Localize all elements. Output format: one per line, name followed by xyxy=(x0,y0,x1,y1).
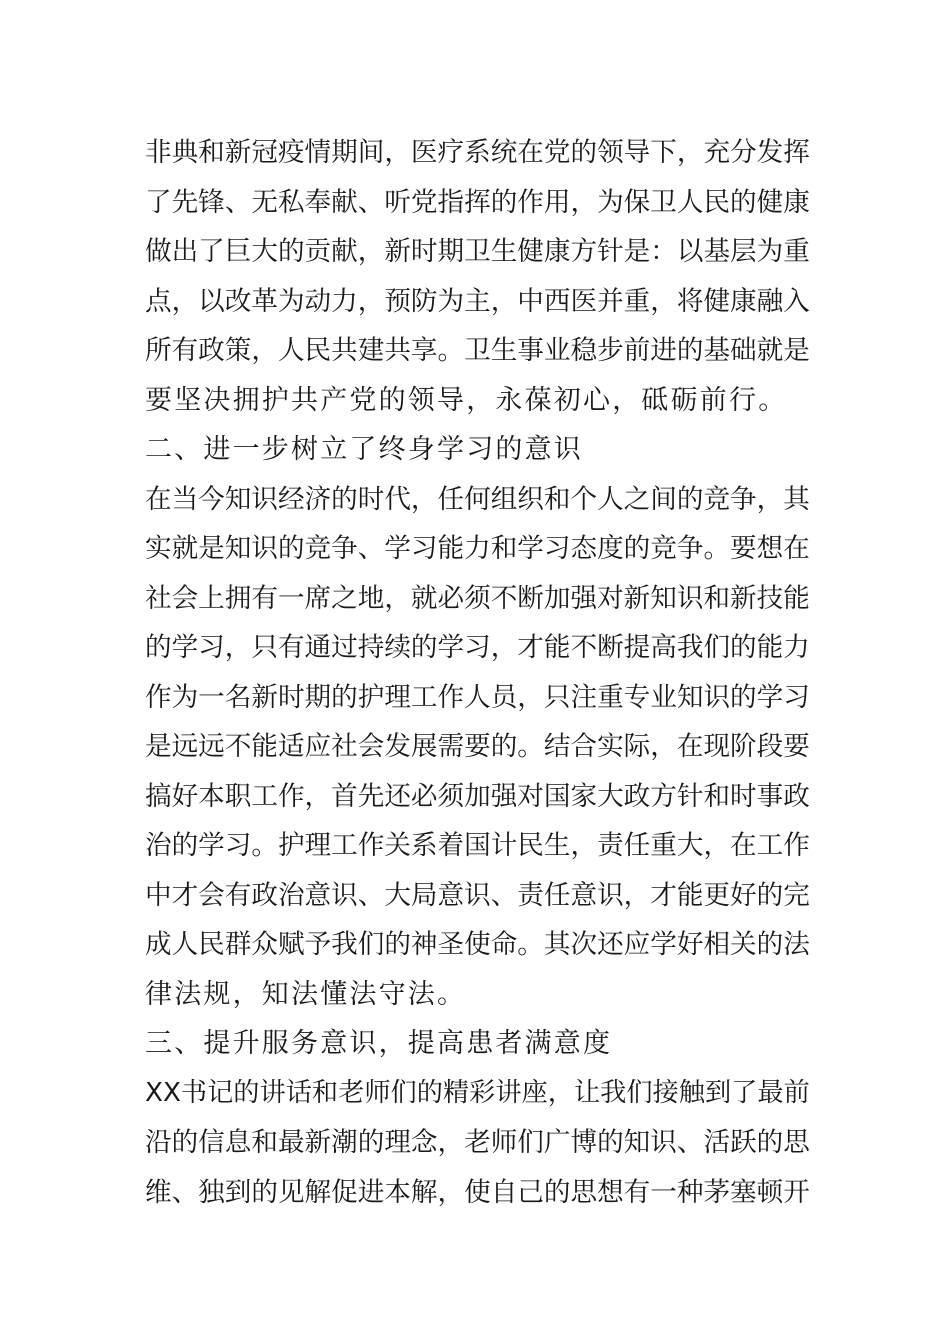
text-line: 实就是知识的竞争、学习能力和学习态度的竞争。要想在 xyxy=(145,533,810,564)
section-heading: 二、进一步树立了终身学习的意识 xyxy=(145,434,583,465)
text-line: 成人民群众赋予我们的神圣使命。其次还应学好相关的法 xyxy=(145,929,810,960)
document-body xyxy=(145,128,810,1217)
text-line: 做出了巨大的贡献，新时期卫生健康方针是：以基层为重 xyxy=(145,236,810,267)
text-line: 维、独到的见解促进本解，使自己的思想有一种茅塞顿开 xyxy=(145,1176,810,1208)
text-line: 律法规，知法懂法守法。 xyxy=(145,978,467,1010)
section-heading: 三、提升服务意识，提高患者满意度 xyxy=(145,1028,613,1059)
text-line: 是远远不能适应社会发展需要的。结合实际，在现阶段要 xyxy=(145,731,810,762)
text-line: 非典和新冠疫情期间，医疗系统在党的领导下，充分发挥 xyxy=(145,137,810,168)
text-line: 的学习，只有通过持续的学习，才能不断提高我们的能力 xyxy=(145,632,810,663)
text-line: 中才会有政治意识、大局意识、责任意识，才能更好的完 xyxy=(145,879,810,911)
text-line: 在当今知识经济的时代，任何组织和个人之间的竞争，其 xyxy=(145,483,810,515)
text-line: XX书记的讲话和老师们的精彩讲座，让我们接触到了最前 xyxy=(145,1077,810,1108)
text-line: 治的学习。护理工作关系着国计民生，责任重大，在工作 xyxy=(145,830,810,861)
text-line: 要坚决拥护共产党的领导，永葆初心，砥砺前行。 xyxy=(145,384,788,416)
text-line: 了先锋、无私奉献、听党指挥的作用，为保卫人民的健康 xyxy=(145,186,810,218)
text-line: 所有政策，人民共建共享。卫生事业稳步前进的基础就是 xyxy=(145,335,810,366)
text-line: 作为一名新时期的护理工作人员，只注重专业知识的学习 xyxy=(145,681,810,713)
text-line: 搞好本职工作，首先还必须加强对国家大政方针和时事政 xyxy=(145,780,810,812)
text-line: 点，以改革为动力，预防为主，中西医并重，将健康融入 xyxy=(145,285,810,317)
text-line: 沿的信息和最新潮的理念，老师们广博的知识、活跃的思 xyxy=(145,1127,810,1158)
text-line: 社会上拥有一席之地，就必须不断加强对新知识和新技能 xyxy=(145,582,810,614)
